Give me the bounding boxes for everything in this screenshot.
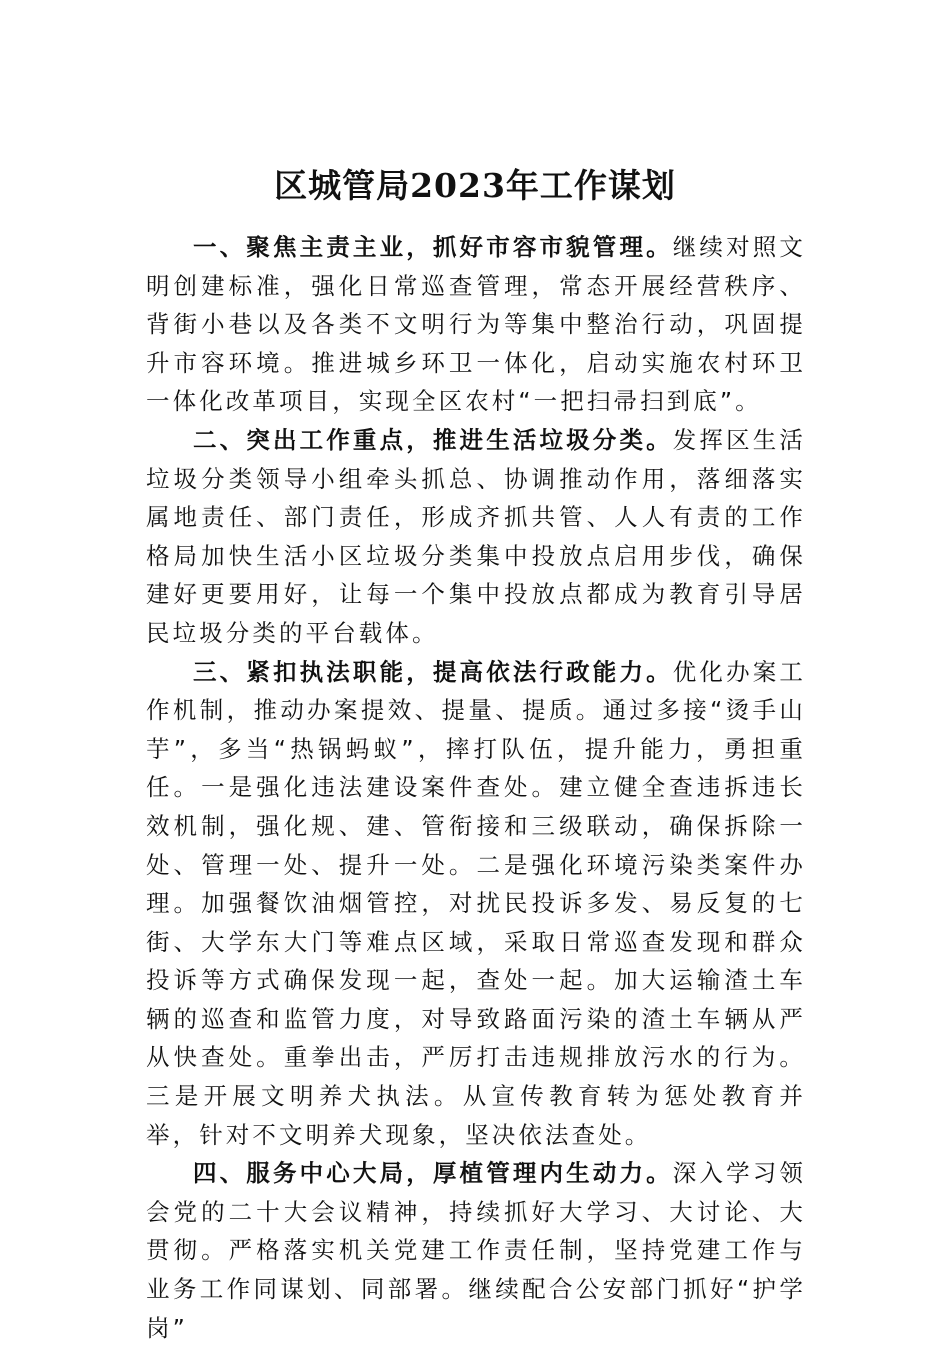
paragraph-text: 优化办案工作机制，推动办案提效、提量、提质。通过多接“烫手山芋”，多当“热锅蚂蚁”，摔打队伍，提升能力，勇担重任。一是强化违法建设案件查处。建立健全查违拆违长效机制，强化规、建、管衔接和三级联动，确保拆除一处、管理一处、提升一处。二是强化环境污染类案件办理。加强餐饮油烟管控，对扰民投诉多发、易反复的七街、大学东大门等难点区域，采取日常巡查发现和群众投诉等方式确保发现一起，查处一起。加大运输渣土车辆的巡查和监管力度，对导致路面污染的渣土车辆从严从快查处。重拳出击，严厉打击违规排放污水的行为。三是开展文明养犬执法。从宣传教育转为惩处教育并举，针对不文明养犬现象，坚决依法查处。 <box>146 657 806 1149</box>
paragraph-heading: 四、服务中心大局，厚植管理内生动力。 <box>193 1159 673 1188</box>
paragraph-text: 发挥区生活垃圾分类领导小组牵头抓总、协调推动作用，落细落实属地责任、部门责任，形成齐抓共管、人人有责的工作格局加快生活小区垃圾分类集中投放点启用步伐，确保建好更要用好，让每一个集中投放点都成为教育引导居民垃圾分类的平台载体。 <box>146 425 806 647</box>
paragraph-1 <box>146 228 806 421</box>
document-body <box>146 228 806 1347</box>
document-title: 区城管局2023年工作谋划 <box>274 166 676 205</box>
paragraph-2 <box>146 421 806 653</box>
paragraph-text: 继续对照文明创建标准，强化日常巡查管理，常态开展经营秩序、背街小巷以及各类不文明行为等集中整治行动，巩固提升市容环境。推进城乡环卫一体化，启动实施农村环卫一体化改革项目，实现全区农村“一把扫帚扫到底”。 <box>146 233 806 416</box>
paragraph-text: 深入学习领会党的二十大会议精神，持续抓好大学习、大讨论、大贯彻。严格落实机关党建工作责任制，坚持党建工作与业务工作同谋划、同部署。继续配合公安部门抓好“护学岗” <box>146 1159 806 1342</box>
paragraph-heading: 一、聚焦主责主业，抓好市容市貌管理。 <box>193 233 673 261</box>
paragraph-4 <box>146 1154 806 1347</box>
paragraph-heading: 三、紧扣执法职能，提高依法行政能力。 <box>193 657 673 686</box>
paragraph-heading: 二、突出工作重点，推进生活垃圾分类。 <box>193 425 673 454</box>
paragraph-3 <box>146 653 806 1155</box>
